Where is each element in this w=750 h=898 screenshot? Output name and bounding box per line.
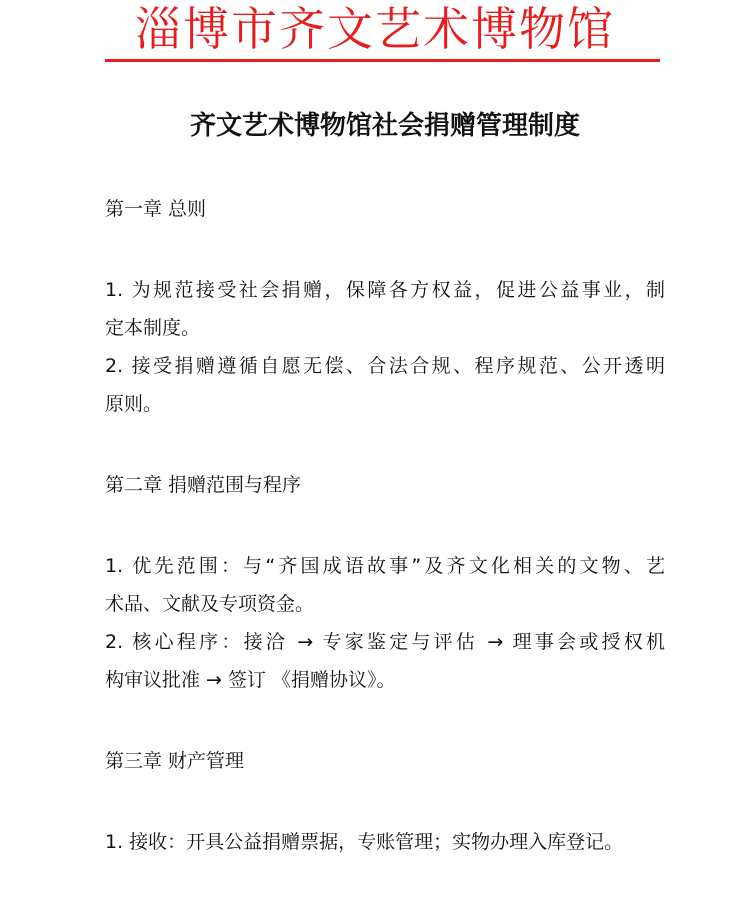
paragraph-line: 2. 核心程序：接洽 → 专家鉴定与评估 → 理事会或授权机 — [105, 631, 665, 653]
paragraph-line: 构审议批准 → 签订 《捐赠协议》。 — [105, 669, 396, 691]
paragraph — [105, 271, 665, 347]
letterhead-org-name: 淄博市齐文艺术博物馆 — [135, 2, 615, 56]
paragraph-line: 定本制度。 — [105, 317, 201, 339]
paragraph — [105, 347, 665, 423]
document-title: 齐文艺术博物馆社会捐赠管理制度 — [189, 111, 580, 141]
paragraph — [105, 547, 665, 623]
document-body — [105, 190, 665, 861]
chapter-heading: 第一章 总则 — [105, 198, 207, 220]
chapter-heading: 第二章 捐赠范围与程序 — [105, 474, 302, 496]
paragraph-line: 1. 为规范接受社会捐赠，保障各方权益，促进公益事业，制 — [105, 279, 665, 301]
paragraph-line: 术品、文献及专项资金。 — [105, 593, 315, 615]
paragraph-line: 1. 优先范围：与“齐国成语故事”及齐文化相关的文物、艺 — [105, 555, 665, 577]
paragraph-line: 原则。 — [105, 393, 163, 415]
paragraph — [105, 823, 665, 861]
chapter-heading: 第三章 财产管理 — [105, 750, 245, 772]
letterhead-red-rule — [105, 59, 660, 62]
paragraph — [105, 623, 665, 699]
paragraph-line: 2. 接受捐赠遵循自愿无偿、合法合规、程序规范、公开透明 — [105, 355, 665, 377]
paragraph-line: 1. 接收：开具公益捐赠票据，专账管理；实物办理入库登记。 — [105, 831, 624, 853]
